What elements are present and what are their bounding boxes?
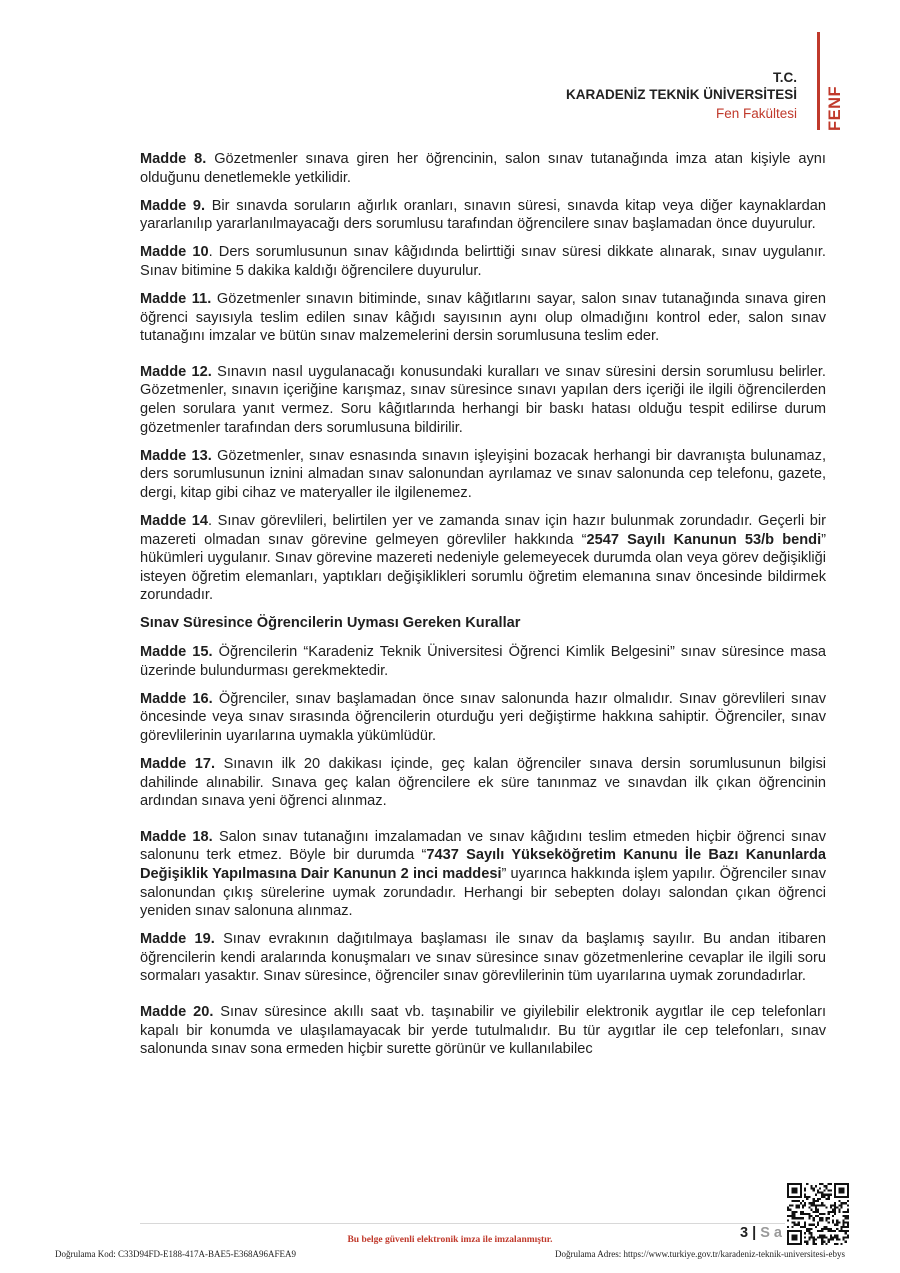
article-label: Madde 10: [140, 244, 209, 261]
articles-group-2: [140, 643, 826, 1059]
e-signature-notice: Bu belge güvenli elektronik imza ile imzalanmıştır.: [347, 1235, 553, 1245]
article-text: Gözetmenler, sınav esnasında sınavın işleyişini bozacak herhangi bir davranışta bulunamaz, ders sorumlusunun iznini almadan sınav salonundan ayrılamaz ve sınav salonunda cep telefonu, gazete, dergi, kitap gibi cihaz ve materyaller ile ilgilenemez.: [140, 447, 827, 501]
country-label: T.C.: [772, 70, 797, 85]
university-name: KARADENİZ TEKNİK ÜNİVERSİTESİ: [565, 87, 797, 102]
article-emphasis: 7437 Sayılı Yükseköğretim Kanunu İle Bazı Kanunlarda Değişiklik Yapılmasına Dair Kanunun 2 inci maddesi: [140, 847, 826, 882]
article-paragraph: [140, 512, 826, 605]
article-text: ” uyarınca hakkında işlem yapılır. Öğrenciler sınav salonundan çıkış sürelerine uymak zorundadır. Herhangi bir sebepten dolayı salondan çıkan öğrenci yeniden sınav salonuna alınmaz.: [140, 866, 826, 920]
article-text: Sınavın ilk 20 dakikası içinde, geç kalan öğrenciler sınava dersin sorumlusunun bilgisi dahilinde alınabilir. Sınava geç kalan öğrencilere ek süre tanınmaz ve sınavdan ilk çıkan öğrencinin ardından sınava yeni öğrenci alınmaz.: [140, 756, 827, 810]
article-label: Madde 19.: [140, 931, 215, 948]
article-label: Madde 13.: [140, 447, 212, 464]
page-label: S a: [760, 1225, 782, 1241]
article-label: Madde 18.: [140, 828, 213, 845]
article-paragraph: [140, 1003, 826, 1059]
article-label: Madde 15.: [140, 644, 213, 661]
article-paragraph: [140, 290, 826, 346]
verification-code: Doğrulama Kod: C33D94FD-E188-417A-BAE5-E368A96AFEA9: [55, 1249, 296, 1259]
article-paragraph: [140, 690, 826, 746]
article-paragraph: [140, 643, 826, 680]
fenf-logo: FENF: [826, 85, 844, 131]
article-paragraph: [140, 197, 826, 234]
article-label: Madde 17.: [140, 756, 216, 773]
institution-block: [566, 70, 797, 124]
article-paragraph: [140, 930, 826, 986]
article-label: Madde 12.: [140, 363, 212, 380]
faculty-name: Fen Fakültesi: [715, 106, 797, 121]
article-text: Gözetmenler sınava giren her öğrencinin, salon sınav tutanağında imza atan kişiyle aynı olduğunu denetlemekle yetkilidir.: [140, 151, 826, 186]
article-paragraph: [140, 150, 826, 187]
article-paragraph: [140, 243, 826, 280]
article-label: Madde 8.: [140, 151, 207, 167]
article-text: Sınav evrakının dağıtılmaya başlaması ile sınav da başlamış sayılır. Bu andan itibaren öğrencilerin kendi aralarında konuşmaları ve sınav süresince sınav gözetmenlerine cevaplar ile ilgili soru sormaları yasaktır. Sınav süresince, öğrenciler sınav görevlilerinin tüm uyarılarına uymak zorundadırlar.: [140, 931, 826, 985]
article-text: . Sınav görevlileri, belirtilen yer ve zamanda sınav için hazır bulunmak zorundadır. Geçerli bir mazereti olmadan sınav görevine gelmeyen görevliler hakkında “: [140, 513, 826, 548]
article-text: Öğrencilerin “Karadeniz Teknik Üniversitesi Öğrenci Kimlik Belgesini” sınav süresince masa üzerinde bulundurması gerekmektedir.: [140, 644, 826, 679]
article-text: Bir sınavda soruların ağırlık oranları, sınavın süresi, sınavda kitap veya diğer kaynaklardan yararlanılıp yararlanılmayacağı ders sorumlusu tarafından öğrencilere sınav başlamadan önce duyurulur.: [140, 197, 826, 233]
logo-divider: [817, 32, 820, 130]
article-paragraph: [140, 828, 826, 921]
article-text: Salon sınav tutanağını imzalamadan ve sınav kâğıdını teslim etmeden hiçbir öğrenci sınav salonunu terk etmez. Böyle bir durumda “: [140, 828, 826, 864]
article-label: Madde 16.: [140, 690, 213, 707]
footer-divider: [140, 1223, 785, 1224]
page-separator: |: [748, 1225, 761, 1241]
article-text: Sınav süresince akıllı saat vb. taşınabilir ve giyilebilir elektronik aygıtlar ile cep telefonları kapalı bir konumda ve ulaşılamayacak bir yerde tutulmalıdır. Bu tür aygıtlar ile cep telefonları, sınav salonunda sınav sona ermeden hiçbir surette görünür ve kullanılabilec: [140, 1004, 826, 1058]
article-label: Madde 11.: [140, 291, 212, 308]
article-label: Madde 9.: [140, 197, 206, 214]
article-paragraph: [140, 755, 826, 811]
article-emphasis: 2547 Sayılı Kanunun 53/b bendi: [586, 531, 822, 548]
article-text: Gözetmenler sınavın bitiminde, sınav kâğıtlarını sayar, salon sınav tutanağında sınava giren öğrenci sayısıyla teslim edilen sınav kâğıdı sayısının aynı olup olmadığını kontrol eder, salon sınav tutanağını imzalar ve bütün sınav malzemelerini dersin sorumlusuna teslim eder.: [140, 291, 826, 345]
article-text: Öğrenciler, sınav başlamadan önce sınav salonunda hazır olmalıdır. Sınav görevlileri sınav öncesinde veya sınav sırasında öğrencilerin oturduğu yeri değiştirme hakkına sahiptir. Öğrenciler, sınav görevlilerinin uyarılarına uymakla yükümlüdür.: [140, 690, 826, 744]
article-text: . Ders sorumlusunun sınav kâğıdında belirttiği sınav süresi dikkate alınarak, sınav uygulanır. Sınav bitimine 5 dakika kaldığı öğrencilere duyurulur.: [140, 244, 826, 279]
article-paragraph: [140, 363, 826, 437]
section-heading: Sınav Süresince Öğrencilerin Uyması Gereken Kurallar: [140, 615, 521, 632]
verification-address: Doğrulama Adres: https://www.turkiye.gov.tr/karadeniz-teknik-universitesi-ebys: [554, 1249, 845, 1259]
article-text: Sınavın nasıl uygulanacağı konusundaki kuralları ve sınav süresini dersin sorumlusu belirler. Gözetmenler, sınavın içeriğine karışmaz, sınav süresince sınavı yapılan ders içeriği ile ilgili öğrencilerden gelen sorulara yanıt vermez. Soru kâğıtlarında herhangi bir baskı hatası olduğu tespit edilirse durum gözetmenler tarafından ders sorumlusuna bildirilir.: [140, 363, 826, 436]
page-header: [0, 0, 900, 135]
page-number-value: 3: [740, 1225, 749, 1241]
articles-group-1: [140, 150, 826, 605]
article-text: ” hükümleri uygulanır. Sınav görevine mazereti nedeniyle gelemeyecek durumda olan veya görev değişikliği isteyen öğretim elemanları, yaptıkları değişiklikleri sorumlu öğretim elemanına sınav öncesinde bildirmek zorundadır.: [140, 531, 826, 604]
article-paragraph: [140, 447, 826, 503]
article-label: Madde 20.: [140, 1004, 214, 1021]
document-body: [140, 150, 826, 1068]
article-label: Madde 14: [140, 513, 208, 529]
